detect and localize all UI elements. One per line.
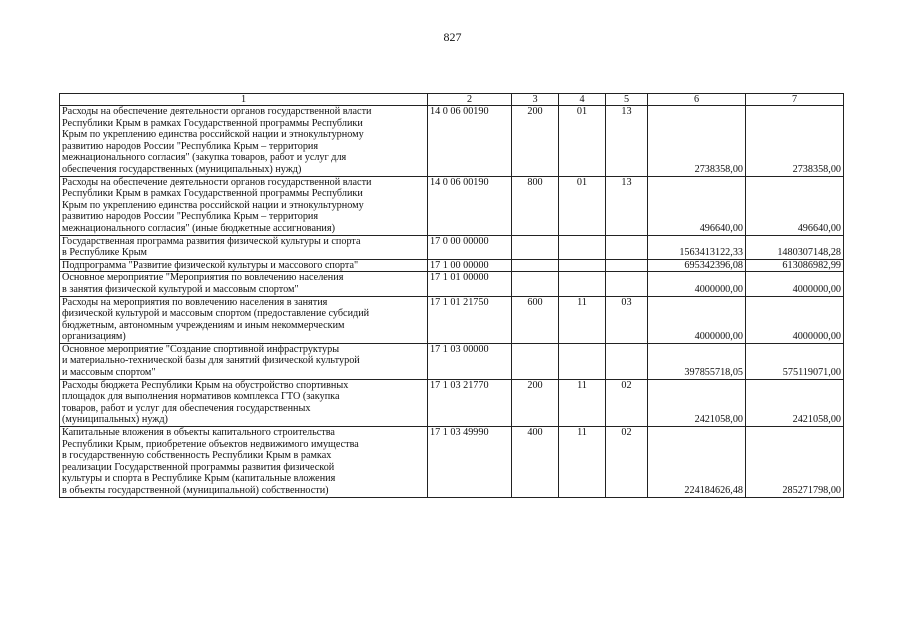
row-description: Капитальные вложения в объекты капитального строительства Республики Крым, приобретение объектов недвижимого имущества в государственную собственность Республики Крым в рамках реализации Государственной программы развития физической культуры и спорта в Республике Крым (капитальные вложения в объекты государственной (муниципальной) собственности): [60, 427, 428, 498]
section-code: [559, 343, 606, 379]
subsection-code: 13: [606, 106, 648, 177]
row-description: Расходы бюджета Республики Крым на обустройство спортивных площадок для выполнения нормативов комплекса ГТО (закупка товаров, работ и услуг для обеспечения государственных (муниципальных) нужд): [60, 379, 428, 426]
column-number: 4: [559, 94, 606, 106]
table-row: [60, 296, 844, 343]
target-article-code: 17 1 00 00000: [428, 259, 512, 272]
expense-type: [512, 235, 559, 259]
subsection-code: [606, 259, 648, 272]
amount-col6: 1563413122,33: [648, 235, 746, 259]
row-description: Государственная программа развития физической культуры и спорта в Республике Крым: [60, 235, 428, 259]
target-article-code: 14 0 06 00190: [428, 106, 512, 177]
row-description: Расходы на обеспечение деятельности органов государственной власти Республики Крым в рамках Государственной программы Республики Крым по укреплению единства российской нации и этнокультурному развитию народов России "Республика Крым – территория межнационального согласия" (закупка товаров, работ и услуг для обеспечения государственных (муниципальных) нужд): [60, 106, 428, 177]
expense-type: 400: [512, 427, 559, 498]
amount-col6: 2421058,00: [648, 379, 746, 426]
target-article-code: 17 1 03 00000: [428, 343, 512, 379]
amount-col7: 285271798,00: [746, 427, 844, 498]
amount-col6: 496640,00: [648, 176, 746, 235]
subsection-code: 03: [606, 296, 648, 343]
column-number: 3: [512, 94, 559, 106]
amount-col6: 695342396,08: [648, 259, 746, 272]
amount-col6: 397855718,05: [648, 343, 746, 379]
amount-col7: 2738358,00: [746, 106, 844, 177]
amount-col7: 496640,00: [746, 176, 844, 235]
expense-type: 800: [512, 176, 559, 235]
budget-table: [59, 93, 844, 498]
subsection-code: [606, 272, 648, 296]
target-article-code: 14 0 06 00190: [428, 176, 512, 235]
amount-col7: 575119071,00: [746, 343, 844, 379]
amount-col6: 2738358,00: [648, 106, 746, 177]
row-description: Подпрограмма "Развитие физической культуры и массового спорта": [60, 259, 428, 272]
target-article-code: 17 1 01 21750: [428, 296, 512, 343]
table-row: [60, 259, 844, 272]
table-row: [60, 272, 844, 296]
expense-type: [512, 259, 559, 272]
amount-col6: 4000000,00: [648, 272, 746, 296]
expense-type: 200: [512, 106, 559, 177]
column-number: 2: [428, 94, 512, 106]
row-description: Основное мероприятие "Мероприятия по вовлечению населения в занятия физической культурой и массовым спортом": [60, 272, 428, 296]
amount-col6: 4000000,00: [648, 296, 746, 343]
target-article-code: 17 1 01 00000: [428, 272, 512, 296]
subsection-code: 13: [606, 176, 648, 235]
section-code: [559, 272, 606, 296]
table-row: [60, 343, 844, 379]
expense-type: [512, 272, 559, 296]
table-row: [60, 106, 844, 177]
table-row: [60, 427, 844, 498]
section-code: [559, 235, 606, 259]
amount-col7: 613086982,99: [746, 259, 844, 272]
amount-col7: 1480307148,28: [746, 235, 844, 259]
expense-type: [512, 343, 559, 379]
row-description: Расходы на мероприятия по вовлечению населения в занятия физической культурой и массовым спортом (предоставление субсидий бюджетным, автономным учреждениям и иным некоммерческим организациям): [60, 296, 428, 343]
target-article-code: 17 0 00 00000: [428, 235, 512, 259]
row-description: Основное мероприятие "Создание спортивной инфраструктуры и материально-технической базы для занятий физической культурой и массовым спортом": [60, 343, 428, 379]
section-code: 01: [559, 176, 606, 235]
amount-col7: 4000000,00: [746, 296, 844, 343]
expense-type: 600: [512, 296, 559, 343]
section-code: 11: [559, 379, 606, 426]
expense-type: 200: [512, 379, 559, 426]
amount-col6: 224184626,48: [648, 427, 746, 498]
column-number: 6: [648, 94, 746, 106]
section-code: 11: [559, 427, 606, 498]
table-row: [60, 176, 844, 235]
column-number: 5: [606, 94, 648, 106]
subsection-code: 02: [606, 427, 648, 498]
subsection-code: [606, 235, 648, 259]
column-number-row: [60, 94, 844, 106]
amount-col7: 2421058,00: [746, 379, 844, 426]
column-number: 1: [60, 94, 428, 106]
target-article-code: 17 1 03 21770: [428, 379, 512, 426]
table-row: [60, 235, 844, 259]
target-article-code: 17 1 03 49990: [428, 427, 512, 498]
section-code: [559, 259, 606, 272]
subsection-code: [606, 343, 648, 379]
section-code: 11: [559, 296, 606, 343]
table-row: [60, 379, 844, 426]
column-number: 7: [746, 94, 844, 106]
subsection-code: 02: [606, 379, 648, 426]
row-description: Расходы на обеспечение деятельности органов государственной власти Республики Крым в рамках Государственной программы Республики Крым по укреплению единства российской нации и этнокультурному развитию народов России "Республика Крым – территория межнационального согласия" (иные бюджетные ассигнования): [60, 176, 428, 235]
section-code: 01: [559, 106, 606, 177]
page-number: 827: [443, 30, 462, 44]
amount-col7: 4000000,00: [746, 272, 844, 296]
